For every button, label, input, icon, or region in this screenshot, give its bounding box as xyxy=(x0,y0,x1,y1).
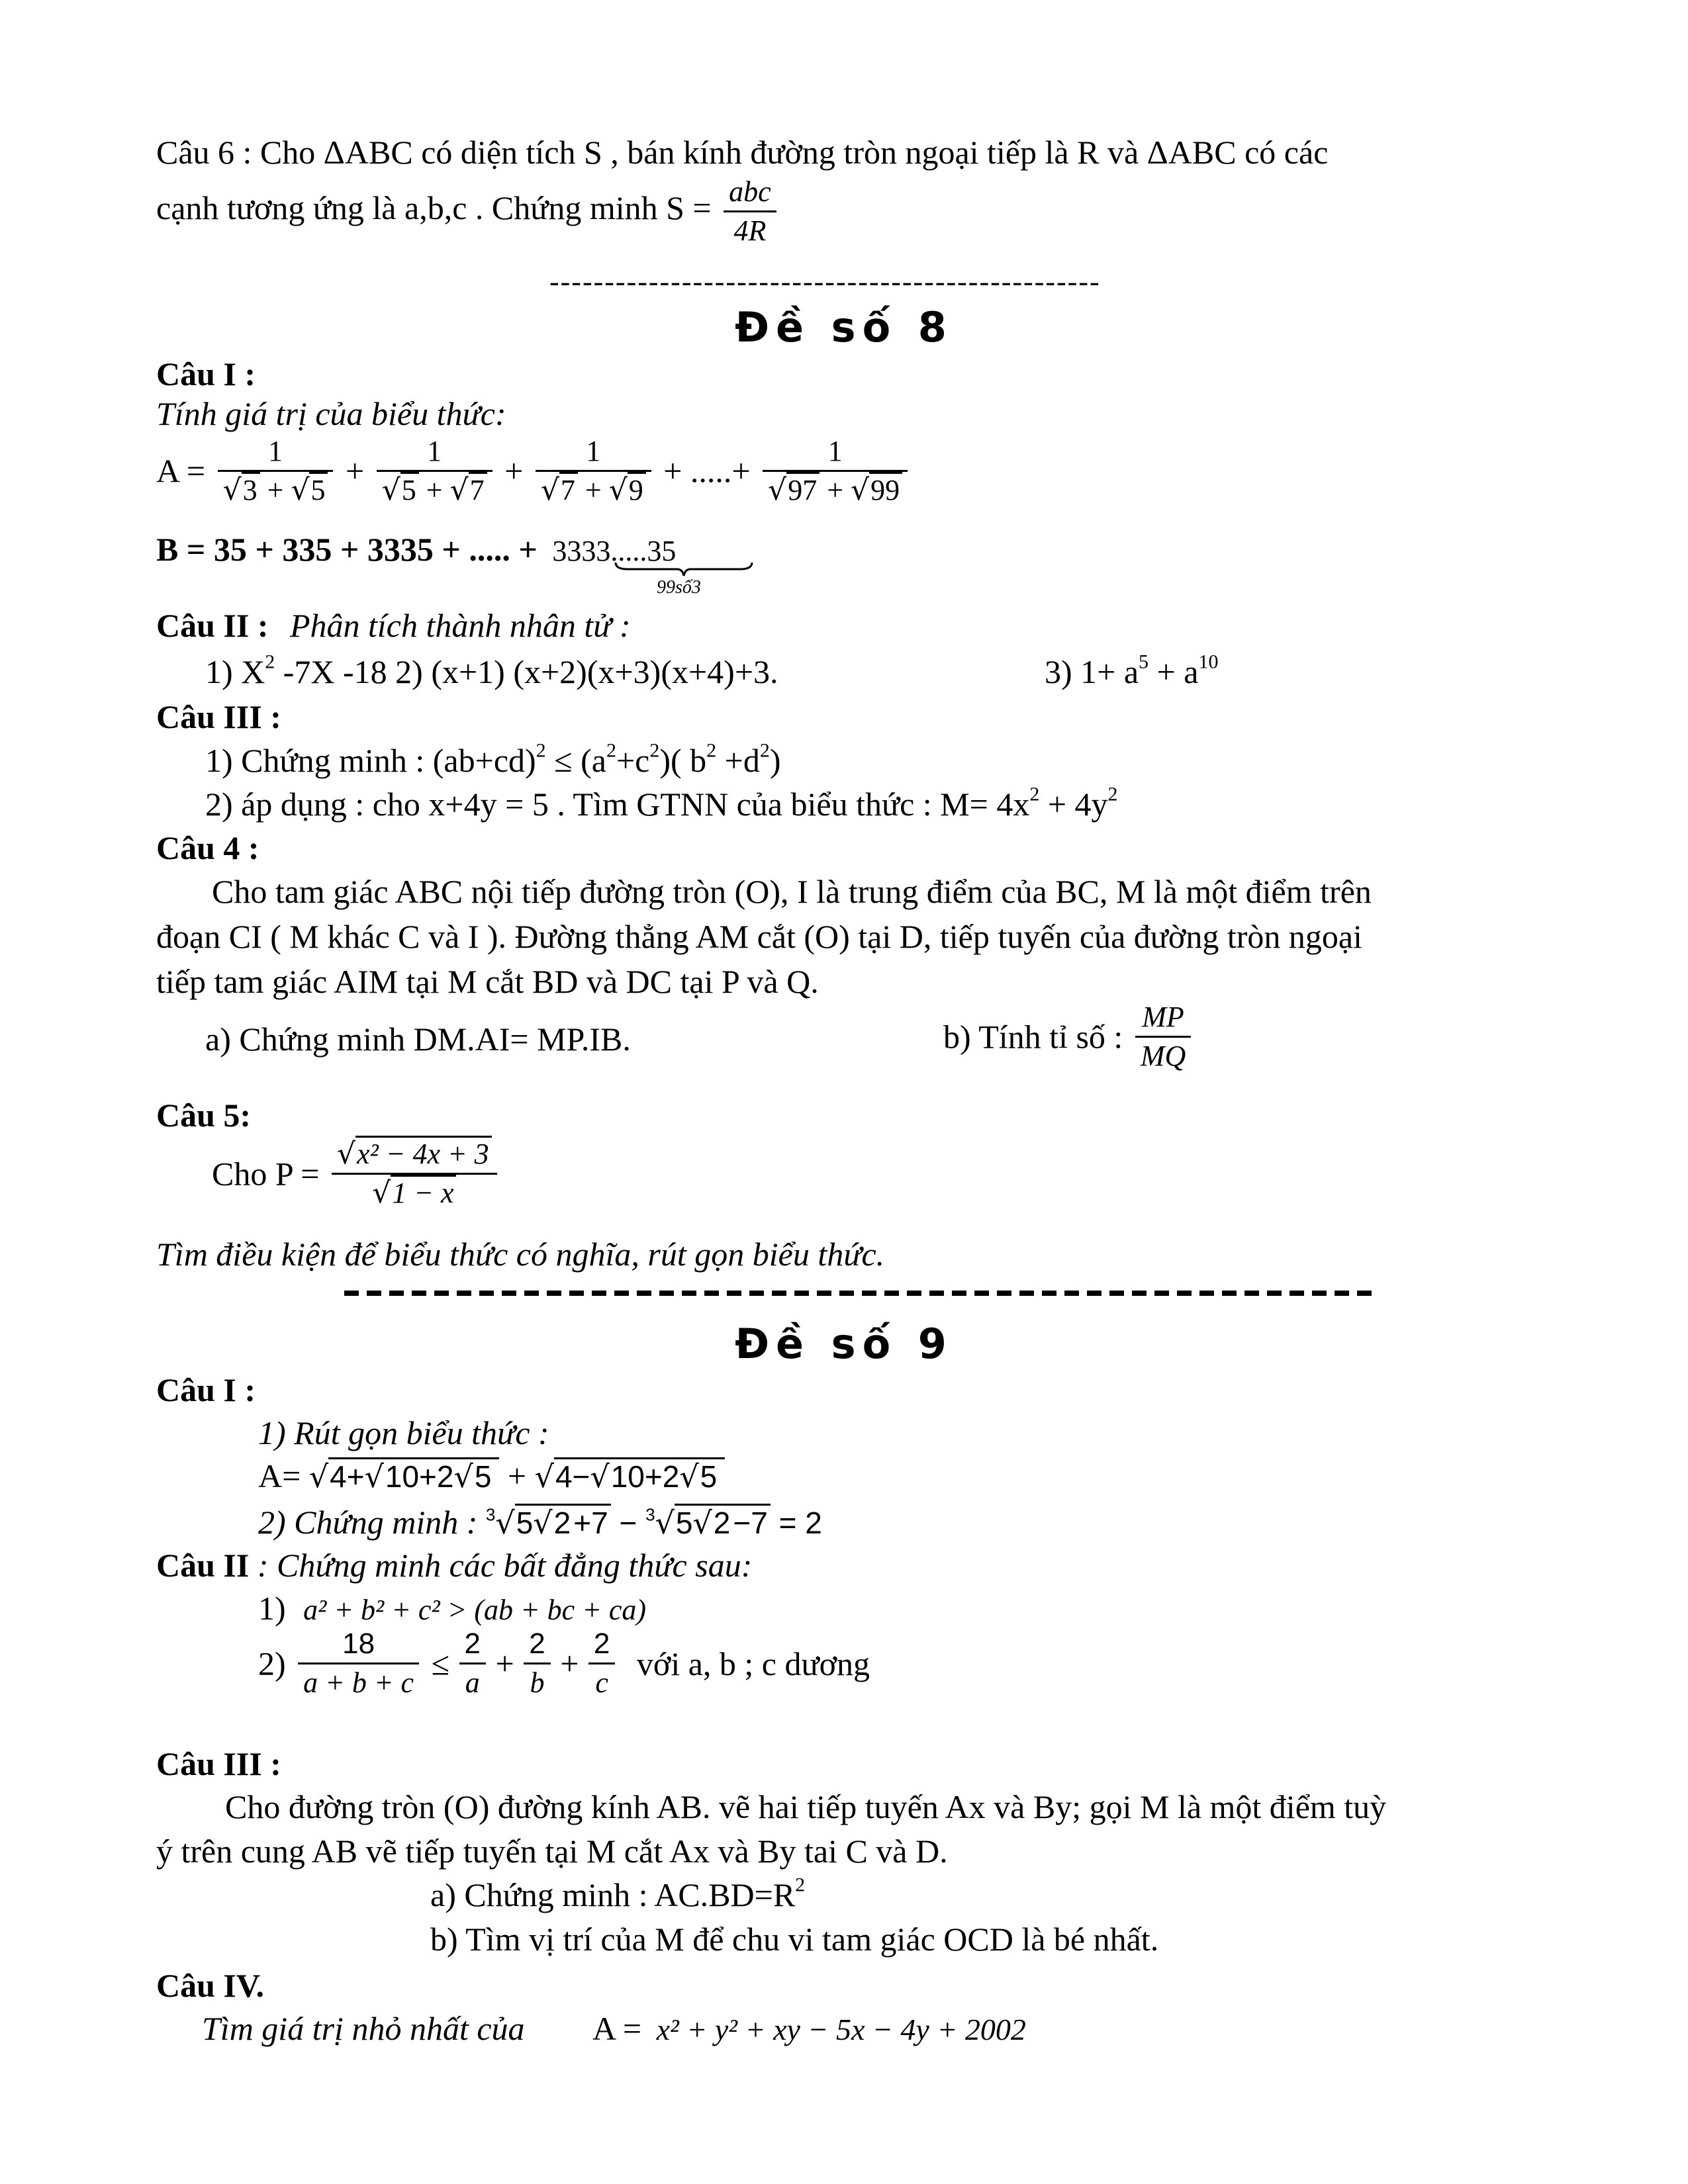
de8-c4-para-1: Cho tam giác ABC nội tiếp đường tròn (O), I là trung điểm của BC, M là một điểm trên xyxy=(212,873,1372,910)
de8-a-term-3 xyxy=(536,437,651,505)
term-denominator: √97 + √99 xyxy=(763,470,908,505)
de8-c4-item-b xyxy=(943,1003,1195,1071)
term-denominator: √7 + √9 xyxy=(536,470,651,505)
de9-c3-para-1: Cho đường tròn (O) đường kính AB. vẽ hai tiếp tuyến Ax và By; gọi M là một điểm tuỳ xyxy=(225,1788,1387,1825)
q6-line2 xyxy=(156,177,780,246)
de8-c4-para-2: đoạn CI ( M khác C và I ). Đường thẳng AM cắt (O) tại D, tiếp tuyến của đường tròn ngoại xyxy=(156,918,1362,955)
de9-c3-item-b: b) Tìm vị trí của M để chu vi tam giác OCD là bé nhất. xyxy=(430,1921,1159,1958)
radical-1: √4+√10+2√5 xyxy=(309,1461,500,1492)
de8-c5-fraction: $\frac{\text{√x² − 4x + 3}}{√1 - x}$ xyxy=(332,1140,497,1208)
de9-c3-label: Câu III : xyxy=(156,1745,281,1782)
de8-a-term-1 xyxy=(218,437,334,505)
de8-title: Đề số 8 xyxy=(735,303,953,351)
de9-c1-item1: 1) Rút gọn biểu thức : xyxy=(258,1414,549,1451)
de8-c1-label: Câu I : xyxy=(156,355,256,392)
de9-c2-item2: 2) $\frac{18}{a + b + c}$ ≤ $\frac{2}{a}$ + $\frac{2}{b}$ + $\frac{2}{c}$ với a, b ; c dương xyxy=(258,1627,870,1699)
ellipsis-sum: + .....+ xyxy=(663,452,751,490)
de9-c1-label: Câu I : xyxy=(156,1371,256,1408)
de8-a-prefix: A = xyxy=(156,452,206,490)
de8-expression-b xyxy=(156,533,676,566)
de8-c5-instruction: Tìm điều kiện để biểu thức có nghĩa, rút gọn biểu thức. xyxy=(156,1236,885,1273)
de9-c3-para-2: ý trên cung AB vẽ tiếp tuyến tại M cắt Ax và By tai C và D. xyxy=(156,1833,948,1870)
de8-c5-expression xyxy=(212,1137,501,1210)
de8-c3-item1: 1) Chứng minh : $(ab+cd)^2 \le (a^2+c^2)$( $b^2 +d^2$) xyxy=(205,739,781,779)
de9-c1-expression-a: A= √4+√10+2√5 + √4−√10+2√5 xyxy=(258,1459,725,1492)
de8-c3-item2: 2) áp dụng : cho x+4y = 5 . Tìm GTNN của biểu thức : $M= 4x^2 + 4y^2$ xyxy=(205,783,1118,823)
de8-b-last-term: 3333.....35 xyxy=(552,535,677,567)
de8-c3-label: Câu III : xyxy=(156,698,281,735)
term-denominator: √5 + √7 xyxy=(377,470,492,505)
de8-c2-row xyxy=(156,609,631,642)
term-numerator: 1 xyxy=(268,435,283,467)
de8-c1-instruction: Tính giá trị của biểu thức: xyxy=(156,395,506,432)
term-numerator: 1 xyxy=(427,435,442,467)
de8-c4-label: Câu 4 : xyxy=(156,829,259,866)
de8-expression-a xyxy=(156,437,912,505)
de9-c2-label: Câu II xyxy=(156,1547,250,1584)
de8-b-underbrace-label: 99số3 xyxy=(657,577,701,598)
separator-2 xyxy=(344,1291,1377,1296)
de8-c4-item-a: a) Chứng minh DM.AI= MP.IB. xyxy=(205,1021,631,1058)
term-numerator: 1 xyxy=(586,435,601,467)
de9-c4-row: Tìm giá trị nhỏ nhất của A = x² + y² + xy − 5x − 4y + 2002 xyxy=(202,2010,1026,2047)
de8-c2-item3: 3) $1+ a^5 + a^{10}$ xyxy=(1045,651,1219,690)
de9-c1-item2: 2) Chứng minh : $^3$√5√2+7 − $^3$√5√2−7 = 2 xyxy=(258,1504,822,1541)
de8-c4-para-3: tiếp tam giác AIM tại M cắt BD và DC tại P và Q. xyxy=(156,963,819,1000)
plus-sign: + xyxy=(345,452,365,490)
underbrace-icon xyxy=(614,561,753,578)
de9-c2-row xyxy=(156,1549,752,1582)
de9-c2-instruction: : Chứng minh các bất đẳng thức sau: xyxy=(257,1547,753,1584)
term-denominator: √3 + √5 xyxy=(218,470,334,505)
de9-c2-item1: 1) a² + b² + c² > (ab + bc + ca) xyxy=(258,1590,647,1627)
q6-fraction xyxy=(724,177,776,246)
q6-line1: Câu 6 : Cho ΔABC có diện tích S , bán kính đường tròn ngoại tiếp là R và ΔABC có các xyxy=(156,134,1329,171)
plus-sign: + xyxy=(504,452,524,490)
de9-c3-item-a: a) Chứng minh : $AC.BD=R^2$ xyxy=(430,1874,806,1913)
de8-c2-instruction: Phân tích thành nhân tử : xyxy=(289,607,631,644)
de8-c4-b-text: b) Tính tỉ số : xyxy=(943,1018,1123,1056)
q6-frac-num: abc xyxy=(729,175,771,208)
de9-c4-label: Câu IV. xyxy=(156,1967,265,2004)
de9-title: Đề số 9 xyxy=(735,1320,953,1368)
de8-b-sum: B = 35 + 335 + 3335 + ..... + xyxy=(156,531,538,568)
de8-a-term-2 xyxy=(377,437,492,505)
de8-c5-label: Câu 5: xyxy=(156,1097,252,1134)
de8-c5-cho: Cho P = xyxy=(212,1155,320,1193)
de8-a-term-last xyxy=(763,437,908,505)
de8-c2-label: Câu II : xyxy=(156,607,269,644)
q6-frac-den: 4R xyxy=(724,210,776,246)
separator-1: -------------------------------------------------- xyxy=(549,265,1101,298)
q6-line2-text: cạnh tương ứng là a,b,c . Chứng minh S = xyxy=(156,189,712,226)
de8-c2-items: 1) $X^2$ -7X -18 2) (x+1) (x+2)(x+3)(x+4)+3. xyxy=(205,651,778,690)
de8-c4-b-fraction: $\frac{MP}{MQ}$ xyxy=(1135,1003,1191,1071)
radical-2: √4−√10+2√5 xyxy=(535,1461,726,1492)
term-numerator: 1 xyxy=(827,435,843,467)
